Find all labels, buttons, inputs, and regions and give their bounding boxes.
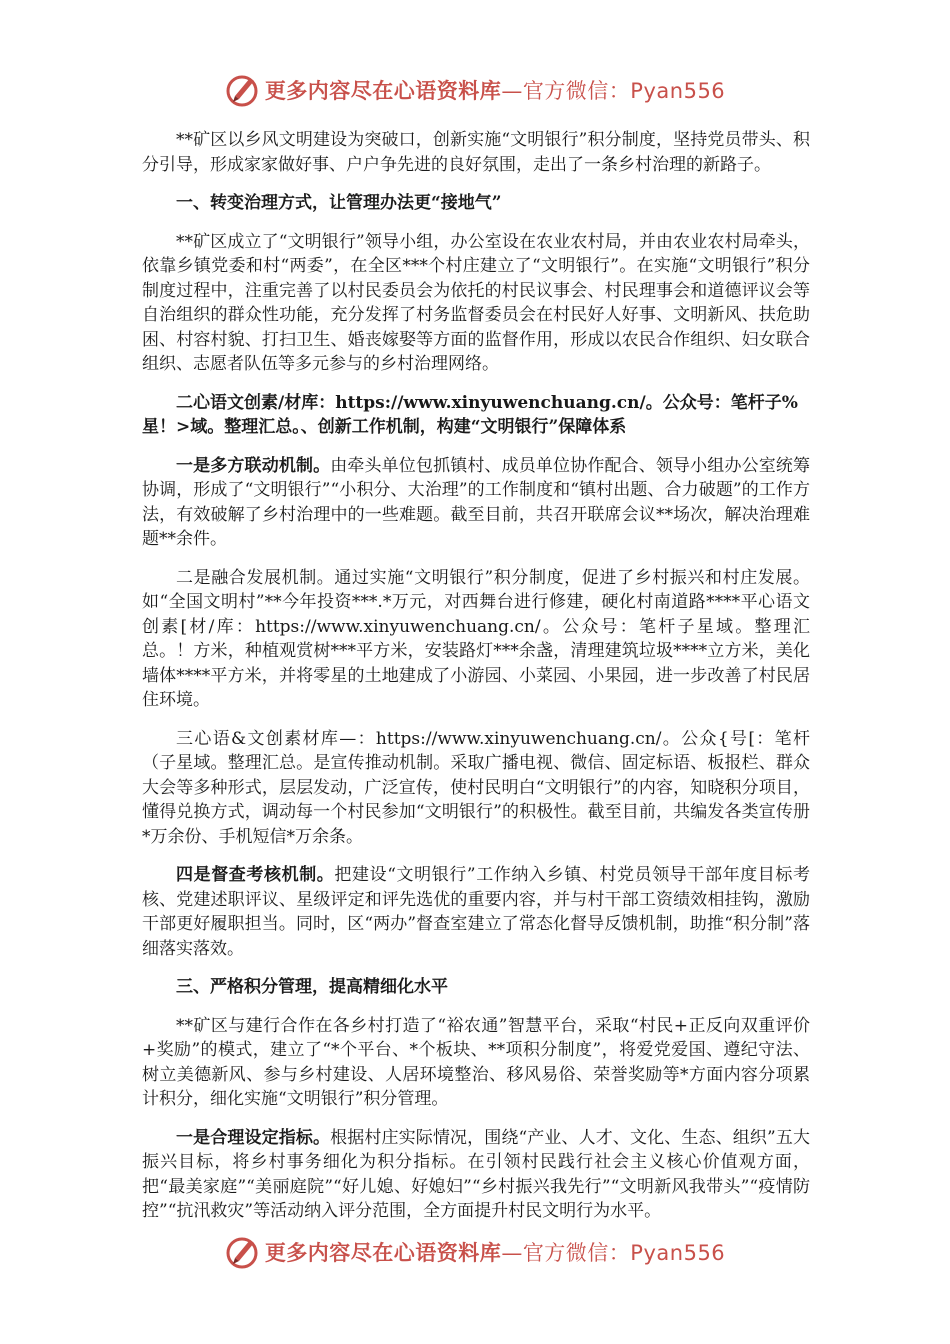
mechanism-1-text: 由牵头单位包抓镇村、成员单位协作配合、领导小组办公室统筹协调，形成了“文明银行”“小积分、大治理”的工作制度和“镇村出题、合力破题”的工作方法，有效破解了乡村治理中的一些难题。截至目前，共召开联席会议**场次，解决治理难题**余件。 [142, 455, 810, 549]
section-1-paragraph: **矿区成立了“文明银行”领导小组，办公室设在农业农村局，并由农业农村局牵头，依靠乡镇党委和村“两委”，在全区***个村庄建立了“文明银行”。在实施“文明银行”积分制度过程中，注重完善了以村民委员会为依托的村民议事会、村民理事会和道德评议会等自治组织的群众性功能，充分发挥了村务监督委员会在村民好人好事、文明新风、扶危助困、村容村貌、打扫卫生、婚丧嫁娶等方面的监督作用，形成以农民合作组织、妇女联合组织、志愿者队伍等多元参与的乡村治理网络。 [142, 231, 810, 374]
document-body [142, 128, 810, 1238]
banner-title: 更多内容尽在心语资料库 [264, 79, 502, 103]
mechanism-1-lead: 一是多方联动机制。 [176, 455, 331, 476]
mechanism-1-paragraph [142, 454, 810, 552]
indicator-lead: 一是合理设定指标。 [176, 1127, 331, 1148]
mechanism-2-paragraph: 二是融合发展机制。通过实施“文明银行”积分制度，促进了乡村振兴和村庄发展。如“全国文明村”**今年投资***.*万元，对西舞台进行修建，硬化村南道路****平心语文创素[材/库：https://www.xinyuwenchuang.cn/。公众号：笔杆子星域。整理汇总。！方米，种植观赏树***平方米，安装路灯***余盏，清理建筑垃圾****立方米，美化墙体****平方米，并将零星的土地建成了小游园、小菜园、小果园，进一步改善了村民居住环境。 [142, 567, 810, 710]
indicator-paragraph [142, 1126, 810, 1224]
banner-main-text [265, 75, 725, 105]
banner-wechat: —官方微信：Pyan556 [501, 1241, 726, 1265]
section-heading-2: 二心语文创素/材库：https://www.xinyuwenchuang.cn/。公众号：笔杆子%星！>域。整理汇总。、创新工作机制，构建“文明银行”保障体系 [142, 392, 798, 437]
pen-logo-icon [225, 1234, 261, 1270]
section-heading-3: 三、严格积分管理，提高精细化水平 [176, 977, 448, 997]
header-watermark-banner [0, 68, 950, 112]
section-3-paragraph: **矿区与建行合作在各乡村打造了“裕农通”智慧平台，采取“村民+正反向双重评价+奖励”的模式，建立了“*个平台、*个板块、**项积分制度”，将爱党爱国、遵纪守法、树立美德新风、参与乡村建设、人居环境整治、移风易俗、荣誉奖励等*方面内容分项累计积分，细化实施“文明银行”积分管理。 [142, 1015, 810, 1109]
indicator-text: 根据村庄实际情况，围绕“产业、人才、文化、生态、组织”五大振兴目标，将乡村事务细化为积分指标。在引领村民践行社会主义核心价值观方面，把“最美家庭”“美丽庭院”“好儿媳、好媳妇”“乡村振兴我先行”“文明新风我带头”“疫情防控”“抗汛救灾”等活动纳入评分范围，全方面提升村民文明行为水平。 [142, 1127, 810, 1221]
banner-title: 更多内容尽在心语资料库 [264, 1241, 502, 1265]
banner-wechat: —官方微信：Pyan556 [501, 79, 726, 103]
mechanism-4-text: 把建设“文明银行”工作纳入乡镇、村党员领导干部年度目标考核、党建述职评议、星级评定和评先选优的重要内容，并与村干部工资绩效相挂钩，激励干部更好履职担当。同时，区“两办”督查室建立了常态化督导反馈机制，助推“积分制”落细落实落效。 [142, 865, 810, 959]
footer-watermark-banner [0, 1230, 950, 1274]
intro-paragraph: **矿区以乡风文明建设为突破口，创新实施“文明银行”积分制度，坚持党员带头、积分引导，形成家家做好事、户户争先进的良好氛围，走出了一条乡村治理的新路子。 [142, 130, 810, 175]
mechanism-4-paragraph [142, 863, 810, 961]
mechanism-3-paragraph: 三心语&文创素材库—：https://www.xinyuwenchuang.cn/。公众{号[：笔杆（子星域。整理汇总。是宣传推动机制。采取广播电视、微信、固定标语、板报栏、群众大会等多种形式，层层发动，广泛宣传，使村民明白“文明银行”的内容，知晓积分项目，懂得兑换方式，调动每一个村民参加“文明银行”的积极性。截至目前，共编发各类宣传册*万余份、手机短信*万余条。 [142, 728, 810, 847]
pen-logo-icon [225, 72, 261, 108]
section-heading-1: 一、转变治理方式，让管理办法更“接地气” [176, 193, 502, 213]
banner-main-text [265, 1237, 725, 1267]
mechanism-4-lead: 四是督查考核机制。 [176, 865, 335, 885]
